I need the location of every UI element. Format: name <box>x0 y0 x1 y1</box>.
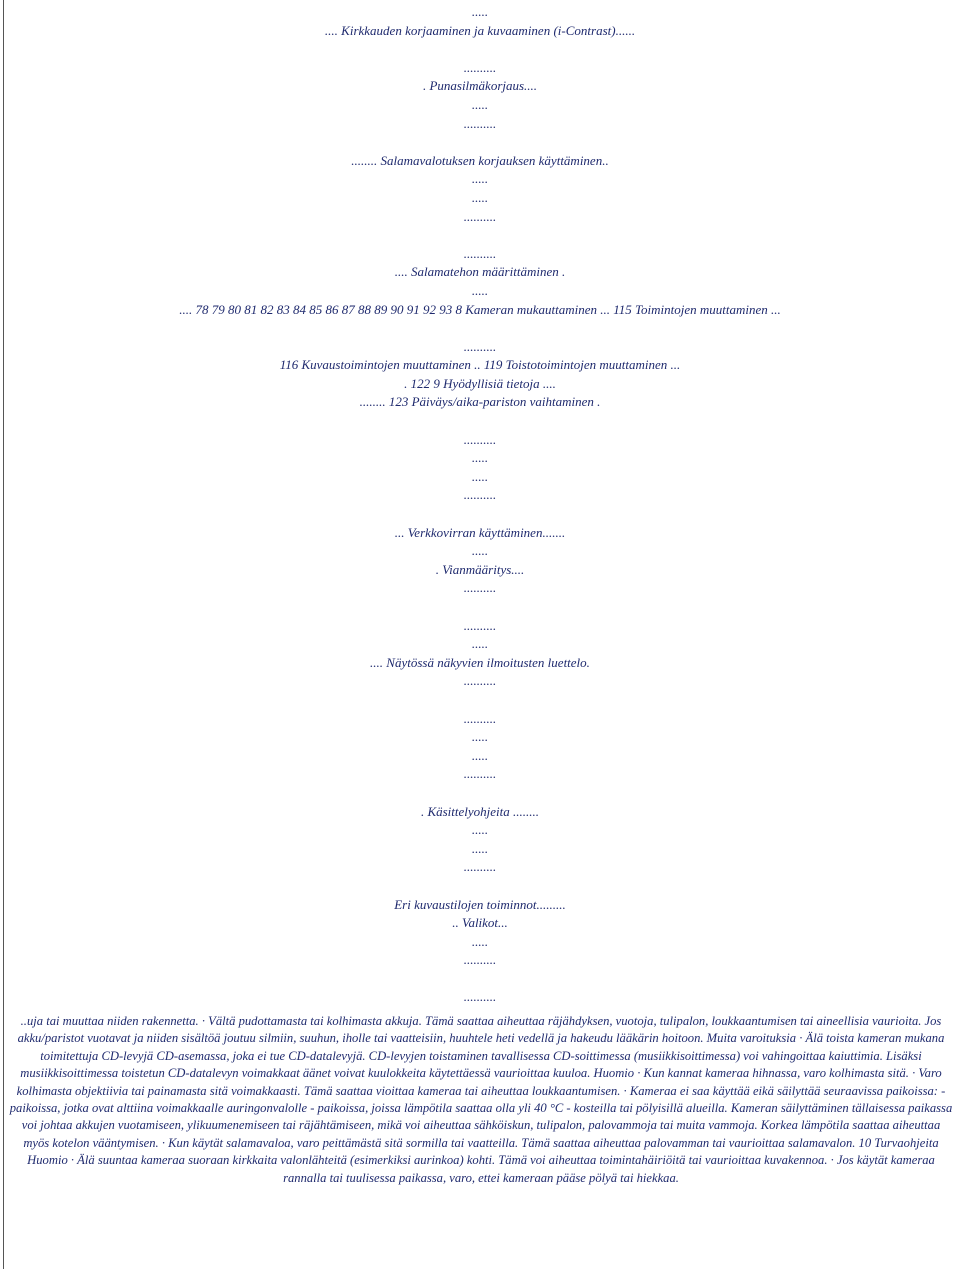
toc-line: 116 Kuvaustoimintojen muuttaminen .. 119 Toistotoimintojen muuttaminen ... <box>279 357 681 373</box>
toc-line <box>0 133 960 152</box>
toc-line: .......... <box>463 431 497 447</box>
toc-line: ..... <box>471 636 489 652</box>
toc-line: .......... <box>463 859 497 875</box>
toc-line: .......... <box>463 245 497 261</box>
toc-line: ..... <box>471 840 489 856</box>
toc-line: .......... <box>463 710 497 726</box>
toc-line: .......... <box>463 208 497 224</box>
toc-line: . Vianmääritys.... <box>435 561 525 577</box>
toc-line <box>0 40 960 59</box>
toc-line: .......... <box>463 580 497 596</box>
toc-line: ..... <box>471 450 489 466</box>
toc-line: ..... <box>471 96 489 112</box>
toc-line: ..... <box>471 189 489 205</box>
toc-line: .......... <box>463 673 497 689</box>
toc-line: ........ 123 Päiväys/aika-pariston vaihtaminen . <box>359 394 601 410</box>
toc-line: ... Verkkovirran käyttäminen....... <box>394 524 566 540</box>
toc-line: ........ Salamavalotuksen korjauksen käyttäminen.. <box>351 152 609 168</box>
toc-line: . 122 9 Hyödyllisiä tietoja .... <box>404 375 556 391</box>
toc-line <box>0 691 960 710</box>
toc-line <box>0 970 960 989</box>
safety-instructions-text: ..uja tai muuttaa niiden rakennetta. · Vältä pudottamasta tai kolhimasta akkuja. Tämä saattaa aiheuttaa räjähdyksen, vuotoja, tulipalon, loukkaantumisen tai aineellisia vaurioita. Jos akku/paristot vuotavat ja niiden sisältöä joutuu silmiin, suuhun, iholle tai vaatteisiin, huuhtele heti vedellä ja hakeudu lääkärin hoitoon. Muita varoituksia · Älä toista kameran mukana toimitettuja CD-levyjä CD-asemassa, joka ei tue CD-datalevyjä. CD-levyjen toistaminen tavallisessa CD-soittimessa (musiikkisoittimessa) voi vahingoittaa kaiuttimia. Lisäksi musiikkisoittimessa toistetun CD-datalevyn voimakkaat äänet voivat kuulokkeita käytettäessä vaurioittaa kuuloa. Huomio · Kun kannat kameraa hihnassa, varo kolhimasta sitä. · Varo kolhimasta objektiivia tai painamasta sitä voimakkaasti. Tämä saattaa vioittaa kameraa tai aiheuttaa loukkaantumisen. · Kameraa ei saa käyttää eikä säilyttää seuraavissa paikoissa: - paikoissa, jotka ovat alttiina voimakkaalle auringonvalolle - paikoissa, joissa lämpötila saattaa olla yli 40 °C - kosteilla tai pölyisillä alueilla. Kameran säilyttäminen tällaisessa paikassa voi johtaa akkujen vuotamiseen, ylikuumenemiseen tai räjähtämiseen, mikä voi aiheuttaa sähköiskun, tulipalon, palovammoja tai muita vammoja. Korkea lämpötila saattaa aiheuttaa myös kotelon vääntymisen. · Kun käytät salamavaloa, varo peittämästä sitä sormilla tai vaatteilla. Tämä saattaa aiheuttaa palovamman tai vaurioittaa salamavalon. 10 Turvaohjeita Huomio · Älä suuntaa kameraa suoraan kirkkaita valonlähteitä (esimerkiksi aurinkoa) kohti. Tämä voi aiheuttaa toimintahäiriöitä tai vaurioittaa kuvakennoa. · Jos käytät kameraa rannalla tai tuulisessa paikassa, varo, ettei kameraan pääse pölyä tai hiekkaa. <box>9 1014 953 1185</box>
toc-line: .......... <box>463 766 497 782</box>
toc-line: ..... <box>471 282 489 298</box>
toc-line <box>0 505 960 524</box>
toc-line: .. Valikot... <box>452 915 508 931</box>
toc-line: .......... <box>463 989 497 1005</box>
toc-line: .......... <box>463 617 497 633</box>
toc-line <box>0 877 960 896</box>
toc-line: Eri kuvaustilojen toiminnot......... <box>394 896 566 912</box>
table-of-contents <box>0 3 960 1007</box>
toc-line: .......... <box>463 338 497 354</box>
toc-line <box>0 319 960 338</box>
toc-line: .......... <box>463 59 497 75</box>
toc-line <box>0 784 960 803</box>
toc-line: ..... <box>471 4 489 19</box>
toc-line: . Punasilmäkorjaus.... <box>422 78 538 94</box>
toc-line: ..... <box>471 747 489 763</box>
toc-line: ..... <box>471 933 489 949</box>
toc-line: .......... <box>463 487 497 503</box>
toc-line: . Käsittelyohjeita ........ <box>420 803 540 819</box>
toc-line: .... Salamatehon määrittäminen . <box>394 264 566 280</box>
toc-line: .......... <box>463 952 497 968</box>
toc-line: ..... <box>471 729 489 745</box>
toc-line: .......... <box>463 115 497 131</box>
toc-line <box>0 598 960 617</box>
toc-line: .... Näytössä näkyvien ilmoitusten luettelo. <box>370 654 590 670</box>
toc-line: ..... <box>471 822 489 838</box>
toc-line: ..... <box>471 171 489 187</box>
toc-line: ..... <box>471 543 489 559</box>
toc-line: .... 78 79 80 81 82 83 84 85 86 87 88 89 90 91 92 93 8 Kameran mukauttaminen ... 115 Toimintojen muuttaminen ... <box>179 301 781 317</box>
toc-line <box>0 412 960 431</box>
toc-line <box>0 226 960 245</box>
toc-line: ..... <box>471 468 489 484</box>
toc-line: .... Kirkkauden korjaaminen ja kuvaaminen (i-Contrast)...... <box>324 22 636 38</box>
